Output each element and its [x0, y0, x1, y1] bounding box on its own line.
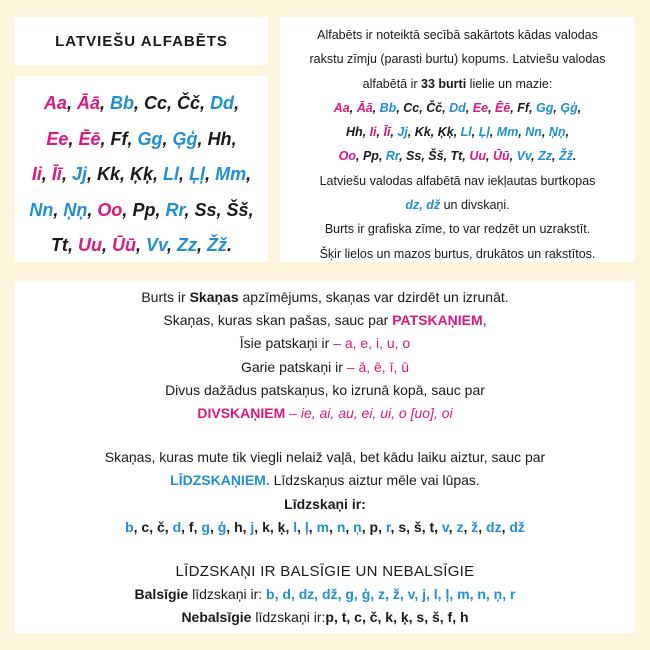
letter-pair: Dd — [449, 100, 466, 115]
long-vowels-values: – ā, ē, ī, ū — [346, 358, 410, 375]
separator: , — [349, 100, 357, 115]
voiced-line — [15, 583, 635, 606]
separator: , — [149, 518, 157, 535]
separator: , — [478, 518, 487, 535]
separator: , — [421, 149, 429, 164]
page-title: LATVIEŠU ALFABĒTS — [55, 32, 228, 50]
title-panel — [15, 17, 268, 65]
consonant: j — [250, 518, 255, 535]
separator: , — [396, 100, 404, 115]
letter-pair: Oo — [338, 149, 356, 164]
separator: , — [167, 235, 178, 255]
separator: , — [133, 93, 144, 113]
consonants-line-post: Līdzskaņus aiztur mēle vai lūpas. — [269, 472, 480, 489]
consonant: n — [336, 518, 346, 535]
letter-pair: Āā — [76, 93, 100, 113]
main-line-1-pre: Burts ir — [141, 289, 190, 305]
separator: . — [227, 235, 233, 255]
separator: , — [430, 125, 438, 140]
voiceless-line — [15, 606, 635, 629]
separator: , — [41, 164, 52, 184]
alphabet-panel — [15, 76, 268, 262]
letter-pair: Uu — [469, 149, 486, 164]
long-vowels-label: Garie patskaņi ir — [240, 358, 347, 375]
main-line-5: Divus dažādus patskaņus, ko izrunā kopā, sauc par — [165, 381, 485, 398]
separator: , — [390, 518, 399, 535]
separator: , — [376, 125, 384, 140]
consonant: ž — [471, 518, 479, 535]
separator: , — [434, 518, 442, 535]
letter-pair: Ģģ — [560, 100, 578, 115]
separator: , — [378, 518, 386, 535]
letter-pair: Oo — [97, 199, 123, 220]
separator: , — [406, 518, 414, 535]
separator: , — [361, 518, 370, 535]
letter-pair: Jj — [71, 164, 87, 184]
consonant: ņ — [353, 518, 362, 535]
separator: , — [329, 518, 337, 535]
consonant: ģ — [217, 518, 227, 535]
voiced-voiceless-heading: LĪDZSKAŅI IR BALSĪGIE UN NEBALSĪGIE — [175, 563, 475, 581]
letter-pair: Ņņ — [548, 125, 566, 140]
separator: , — [87, 199, 98, 220]
voiced-values: b, d, dz, dž, g, ģ, z, ž, v, j, l, ļ, m, n, ņ, r — [266, 586, 516, 603]
letter-pair: Ģģ — [172, 128, 198, 149]
separator: , — [197, 128, 208, 149]
letter-pair: Ss — [406, 149, 422, 164]
info-intro-2: rakstu zīmju (parasti burtu) kopums. Latviešu valodas — [309, 52, 606, 67]
letter-pair: Īī — [383, 125, 391, 140]
letter-pair: Rr — [385, 149, 400, 164]
long-vowels-line — [15, 356, 635, 379]
voiced-mid: līdzskaņi ir: — [188, 586, 267, 603]
letter-pair: Īī — [51, 164, 62, 184]
consonant: m — [316, 518, 330, 535]
separator: , — [231, 128, 237, 149]
consonant: s — [398, 518, 407, 535]
letter-pair: Pp — [132, 199, 156, 220]
separator: , — [443, 149, 451, 164]
letter-pair: Bb — [379, 100, 397, 115]
separator: , — [254, 518, 263, 535]
consonant: č — [157, 518, 165, 535]
letter-pair: Cc — [403, 100, 420, 115]
consonant: g — [201, 518, 210, 535]
separator: , — [155, 199, 166, 220]
digraph-letters: dz, dž — [405, 198, 441, 213]
alphabet-line — [280, 96, 635, 120]
separator: , — [99, 93, 110, 113]
consonant: š — [413, 518, 422, 535]
separator: , — [164, 518, 173, 535]
consonant: b — [125, 518, 134, 535]
voiceless-label: Nebalsīgie — [181, 609, 252, 626]
letter-pair: Mm — [496, 125, 519, 140]
letter-pair: Ķķ — [130, 164, 154, 184]
separator: , — [552, 149, 559, 164]
letter-pair: Ņņ — [63, 199, 88, 220]
consonant: z — [456, 518, 464, 535]
letter-pair: Kk — [414, 125, 431, 140]
separator: , — [61, 164, 72, 184]
separator: , — [100, 128, 111, 149]
letter-count: 33 burti — [421, 76, 467, 91]
separator: , — [269, 518, 278, 535]
separator: , — [153, 164, 164, 184]
diphthongs-term: DIVSKAŅIEM — [197, 405, 286, 422]
separator: , — [531, 149, 539, 164]
separator: , — [509, 149, 517, 164]
letter-pair: Gg — [137, 128, 163, 149]
letter-pair: Ss — [194, 199, 217, 220]
info-intro-3-post: lielie un mazie: — [466, 76, 553, 91]
letter-pair: Hh — [345, 125, 363, 140]
separator: , — [181, 518, 189, 535]
letter-pair: Uu — [77, 235, 102, 255]
info-intro-1: Alfabēts ir noteiktā secībā sakārtots kādas valodas — [317, 28, 598, 42]
separator: , — [234, 93, 240, 113]
alphabet-line — [280, 144, 635, 168]
separator: , — [86, 164, 97, 184]
separator: , — [205, 164, 216, 184]
letter-pair: Mm — [215, 164, 247, 184]
consonant: k — [262, 518, 270, 535]
separator: , — [209, 518, 218, 535]
separator: , — [127, 128, 138, 149]
letter-pair: Ll — [460, 125, 472, 140]
letter-pair: Cc — [144, 93, 168, 113]
alphabet-line — [280, 120, 635, 144]
letter-pair: Ūū — [111, 235, 136, 255]
consonant: t — [429, 518, 435, 535]
letter-pair: Gg — [536, 100, 554, 115]
separator: , — [489, 125, 497, 140]
separator: , — [378, 149, 386, 164]
info-note-4: Šķir lielos un mazos burtus, drukātos un rakstītos. — [319, 246, 596, 261]
alphabet-line — [15, 193, 268, 229]
info-note-3: Burts ir grafiska zīme, to var redzēt un uzrakstīt. — [324, 222, 591, 237]
consonant: c — [141, 518, 150, 535]
consonants-line — [15, 469, 635, 492]
letter-pair: Zz — [538, 149, 553, 164]
sounds-panel — [15, 281, 635, 633]
letter-pair: Ļļ — [189, 164, 206, 184]
consonant: f — [188, 518, 194, 535]
main-line-2-post: , — [482, 312, 487, 329]
separator: , — [200, 93, 211, 113]
separator: , — [442, 100, 450, 115]
info-note-2 — [280, 193, 635, 217]
separator: , — [372, 100, 380, 115]
separator: , — [216, 199, 227, 220]
info-panel — [280, 17, 635, 262]
consonant: ķ — [277, 518, 286, 535]
separator: . — [572, 149, 577, 164]
separator: , — [488, 100, 496, 115]
separator: , — [242, 518, 251, 535]
consonants-heading: Līdzskaņi ir: — [284, 495, 366, 512]
alphabet-line — [15, 122, 268, 158]
info-intro-3 — [280, 72, 635, 96]
separator: , — [463, 518, 472, 535]
separator: , — [167, 93, 178, 113]
separator: , — [501, 518, 510, 535]
letter-pair: Ee — [46, 128, 69, 149]
letter-pair: Ļļ — [478, 125, 490, 140]
separator: , — [407, 125, 415, 140]
separator: , — [518, 125, 526, 140]
letter-pair: Āā — [356, 100, 373, 115]
separator: , — [421, 518, 430, 535]
short-vowels-label: Īsie patskaņi ir — [239, 335, 334, 352]
letter-pair: Vv — [516, 149, 532, 164]
separator: , — [66, 93, 77, 113]
separator: , — [308, 518, 317, 535]
letter-pair: Žž — [558, 149, 573, 164]
letter-pair: Ii — [31, 164, 42, 184]
letter-pair: Ūū — [492, 149, 510, 164]
separator: , — [419, 100, 427, 115]
consonant: p — [369, 518, 379, 535]
separator: , — [197, 235, 208, 255]
letter-pair: Rr — [165, 199, 185, 220]
separator: , — [565, 125, 570, 140]
separator: , — [285, 518, 294, 535]
consonant: h — [234, 518, 243, 535]
letter-pair: Čč — [426, 100, 443, 115]
separator: , — [390, 125, 398, 140]
separator: , — [297, 518, 305, 535]
separator: , — [448, 518, 457, 535]
spacer — [15, 539, 635, 560]
letter-pair: Ee — [472, 100, 489, 115]
info-note-1: Latviešu valodas alfabētā nav iekļautas burtkopas — [319, 173, 596, 188]
vowels-term: PATSKAŅIEM — [392, 312, 483, 329]
separator: , — [193, 518, 202, 535]
separator: , — [248, 199, 254, 220]
separator: , — [120, 164, 131, 184]
letter-pair: Čč — [177, 93, 201, 113]
main-line-1-bold: Skaņas — [189, 289, 239, 305]
voiced-label: Balsīgie — [134, 586, 189, 603]
letter-pair: Ii — [369, 125, 377, 140]
info-alphabet-lines — [280, 96, 635, 169]
main-line-2-pre: Skaņas, kuras skan pašas, sauc par — [163, 312, 393, 329]
separator: , — [162, 128, 173, 149]
letter-pair: Kk — [96, 164, 120, 184]
separator: , — [101, 235, 112, 255]
alphabet-line — [15, 157, 268, 193]
separator: , — [485, 149, 493, 164]
separator: , — [356, 149, 363, 164]
short-vowels-values: – a, e, i, u, o — [333, 335, 411, 352]
consonants-list — [15, 516, 635, 539]
voiceless-values: p, t, c, č, k, ķ, s, š, f, h — [325, 609, 469, 626]
letter-pair: Ēē — [495, 100, 511, 115]
alphabet-line — [15, 86, 268, 122]
letter-pair: Nn — [525, 125, 542, 140]
consonant: ļ — [304, 518, 309, 535]
separator: , — [184, 199, 195, 220]
separator: , — [510, 100, 518, 115]
letter-pair: Dd — [210, 93, 235, 113]
separator: , — [553, 100, 561, 115]
separator: , — [453, 125, 461, 140]
consonants-term: LĪDZSKAŅIEM. — [170, 472, 270, 489]
letter-pair: Pp — [362, 149, 379, 164]
separator: , — [68, 128, 79, 149]
consonant: l — [293, 518, 298, 535]
separator: , — [471, 125, 479, 140]
letter-pair: Šš — [226, 199, 249, 220]
separator: , — [135, 235, 146, 255]
main-line-2 — [15, 309, 635, 332]
separator: , — [577, 100, 582, 115]
separator: , — [133, 518, 142, 535]
separator: , — [541, 125, 549, 140]
letter-pair: Ff — [110, 128, 128, 149]
consonant: d — [172, 518, 182, 535]
letter-pair: Aa — [43, 93, 67, 113]
separator: , — [226, 518, 235, 535]
letter-pair: Ēē — [78, 128, 101, 149]
letter-pair: Jj — [397, 125, 408, 140]
info-note-2-post: un divskaņi. — [440, 198, 510, 213]
letter-pair: Žž — [207, 235, 228, 255]
letter-pair: Bb — [109, 93, 134, 113]
diphthongs-values: – ie, ai, au, ei, ui, o [uo], oi — [285, 405, 453, 422]
separator: , — [67, 235, 78, 255]
letter-pair: Aa — [333, 100, 350, 115]
separator: , — [179, 164, 190, 184]
separator: , — [465, 100, 473, 115]
separator: , — [529, 100, 537, 115]
separator: , — [362, 125, 370, 140]
diphthongs-line — [15, 402, 635, 425]
consonant: dž — [509, 518, 525, 535]
consonant: v — [441, 518, 449, 535]
main-line-1-post: apzīmējums, skaņas var dzirdēt un izrunāt. — [238, 289, 509, 305]
alphabet-lines — [15, 86, 268, 264]
letter-pair: Šš — [428, 149, 444, 164]
info-intro-3-pre: alfabētā ir — [362, 76, 422, 91]
letter-pair: Ll — [163, 164, 180, 184]
separator: , — [345, 518, 354, 535]
separator: , — [122, 199, 133, 220]
separator: , — [53, 199, 64, 220]
main-line-7: Skaņas, kuras mute tik viegli nelaiž vaļā, bet kādu laiku aiztur, sauc par — [104, 449, 546, 466]
letter-pair: Tt — [450, 149, 463, 164]
main-line-1 — [15, 286, 635, 309]
voiceless-mid: līdzskaņi ir: — [251, 609, 326, 626]
letter-pair: Zz — [177, 235, 198, 255]
letter-pair: Ff — [517, 100, 530, 115]
letter-pair: Nn — [29, 199, 54, 220]
separator: , — [246, 164, 252, 184]
letter-pair: Ķķ — [437, 125, 454, 140]
letter-pair: Tt — [50, 235, 68, 255]
spacer — [15, 425, 635, 446]
consonant: r — [385, 518, 391, 535]
separator: , — [462, 149, 470, 164]
consonant: dz — [486, 518, 502, 535]
letter-pair: Vv — [145, 235, 168, 255]
letter-pair: Hh — [207, 128, 232, 149]
alphabet-line — [15, 228, 268, 264]
separator: , — [399, 149, 407, 164]
short-vowels-line — [15, 332, 635, 355]
